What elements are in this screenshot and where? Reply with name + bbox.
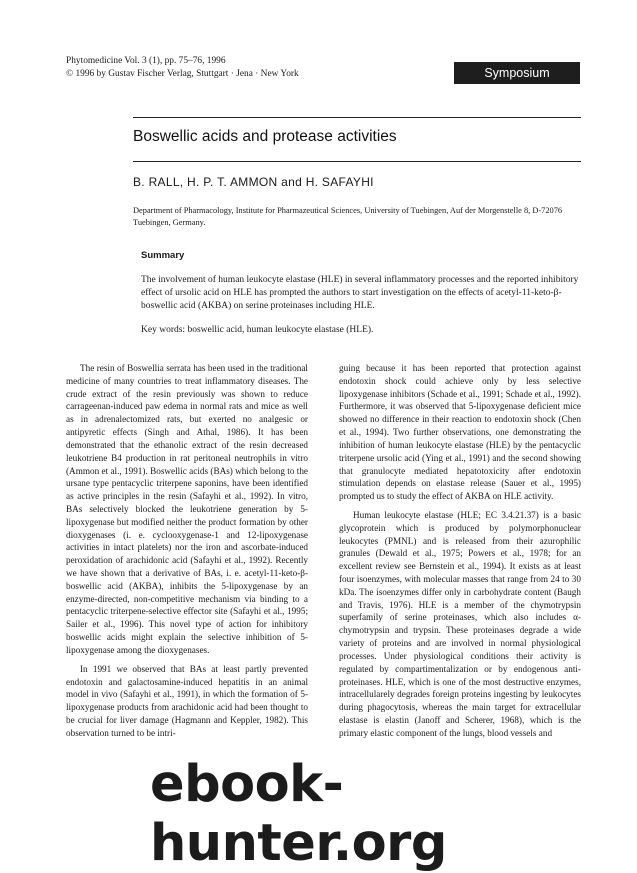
paragraph: guing because it has been reported that protection against endotoxin shock could achieve only by less selective lipoxygenase inhibitors (Schade et al., 1991; Schade et al., 1992). Furthermore, it was observed that 5-lipoxygenase deficient mice showed no difference in their reaction to endotoxin shock (Chen et al., 1994). Two further observations, one demonstrating the inhibition of human leukocyte elastase (HLE) by the pentacyclic triterpene ursolic acid (Ying et al., 1991) and the second showing that granulocyte mediated hepatotoxicity after endotoxin stimulation depends on elastase release (Sauer et al., 1995) prompted us to study the effect of AKBA on HLE activity. [339,363,581,502]
journal-citation [66,55,299,81]
journal-line-2: © 1996 by Gustav Fischer Verlag, Stuttgart · Jena · New York [66,69,299,79]
journal-line-1: Phytomedicine Vol. 3 (1), pp. 75–76, 1996 [66,56,226,66]
keywords: Key words: boswellic acid, human leukocyte elastase (HLE). [141,325,374,335]
title-rule-top [133,117,581,118]
watermark-text: ebook-hunter.org [150,755,447,873]
paragraph: In 1991 we observed that BAs at least partly prevented endotoxin and galactosamine-induced hepatitis in an animal model in vivo (Safayhi et al., 1991), in which the formation of 5-lipoxygenase products from arachidonic acid had been thought to be crucial for liver damage (Hagmann and Keppler, 1982). This observation turned to be intri- [66,663,308,738]
section-badge: Symposium [454,62,580,84]
summary-heading: Summary [141,250,185,261]
paragraph: Human leukocyte elastase (HLE; EC 3.4.21.37) is a basic glycoprotein which is produced by polymorphonuclear leukocytes (PMNL) and is released from their azurophilic granules (Dewald et al., 1975; Powers et al., 1978; for an excellent review see Bernstein et al., 1994). It exists as at least four isoenzymes, with molecular masses that range from 24 to 30 kDa. The isoenzymes differ only in carbohydrate content (Baugh and Travis, 1976). HLE is a member of the chymotrypsin superfamily of serine proteinases, which also includes α-chymotrypsin and trypsin. These proteinases degrade a wide variety of proteins and are involved in normal physiological processes. Under physiological conditions their activity is regulated by compartimentalization or by endogenous anti-proteinases. HLE, which is one of the most destructive enzymes, intracellularely degrades foreign proteins ingesting by leukocytes during phagocytosis, whereas the main target for extracellular elastase is elastin (Janoff and Scherer, 1968), which is the primary elastic component of the lungs, blood vessels and [339,509,581,738]
affiliation: Department of Pharmacology, Institute for Pharmazeutical Sciences, University of Tuebingen, Auf der Morgenstelle 8, D-72076 Tuebingen, Germany. [133,206,563,227]
title-rule-bottom [133,161,581,162]
body-column-right [339,362,581,740]
abstract: The involvement of human leukocyte elastase (HLE) in several inflammatory processes and the reported inhibitory effect of ursolic acid on HLE has prompted the authors to start investigation on the effects of acetyl-11-keto-β-boswellic acid (AKBA) on serine proteinases including HLE. [141,275,579,311]
article-title: Boswellic acids and protease activities [133,128,397,145]
body-column-left [66,362,308,740]
watermark-band [0,751,637,873]
paragraph: The resin of Boswellia serrata has been used in the traditional medicine of many countries to treat inflammatory diseases. The crude extract of the resin previously was shown to reduce carrageenan-induced paw edema in normal rats and mice as well as in adrenalectomized rats, but exerted no analgesic or antipyretic effects (Singh and Athal, 1986). It has been demonstrated that the ethanolic extract of the resin decreased leukotriene B4 production in rat peritoneal neutrophils in vitro (Ammon et al., 1991). Boswellic acids (BAs) which belong to the ursane type pentacyclic triterpene saponins, have been identified as active principles in the resin (Safayhi et al., 1992). In vitro, BAs selectively blocked the leukotriene generation by 5-lipoxygenase but modified neither the product formation by other dioxygenases (i. e. cyclooxygenase-1 and 12-lipoxygenase activities in intact platelets) nor the iron and ascorbate-induced peroxidation of arachidonic acid (Safayhi et al., 1992). Recently we have shown that a derivative of BAs, i. e. acetyl-11-keto-β-boswellic acid (AKBA), inhibits the 5-lipoxygenase by an enzyme-directed, non-competitive mechanism via binding to a pentacyclic triterpene-selective effector site (Safayhi et al., 1995; Sailer et al., 1996). This novel type of action for inhibitory boswellic acids might explain the selective inhibition of 5-lipoxygenase among the dioxygenases. [66,363,308,655]
authors: B. RALL, H. P. T. AMMON and H. SAFAYHI [133,175,374,189]
